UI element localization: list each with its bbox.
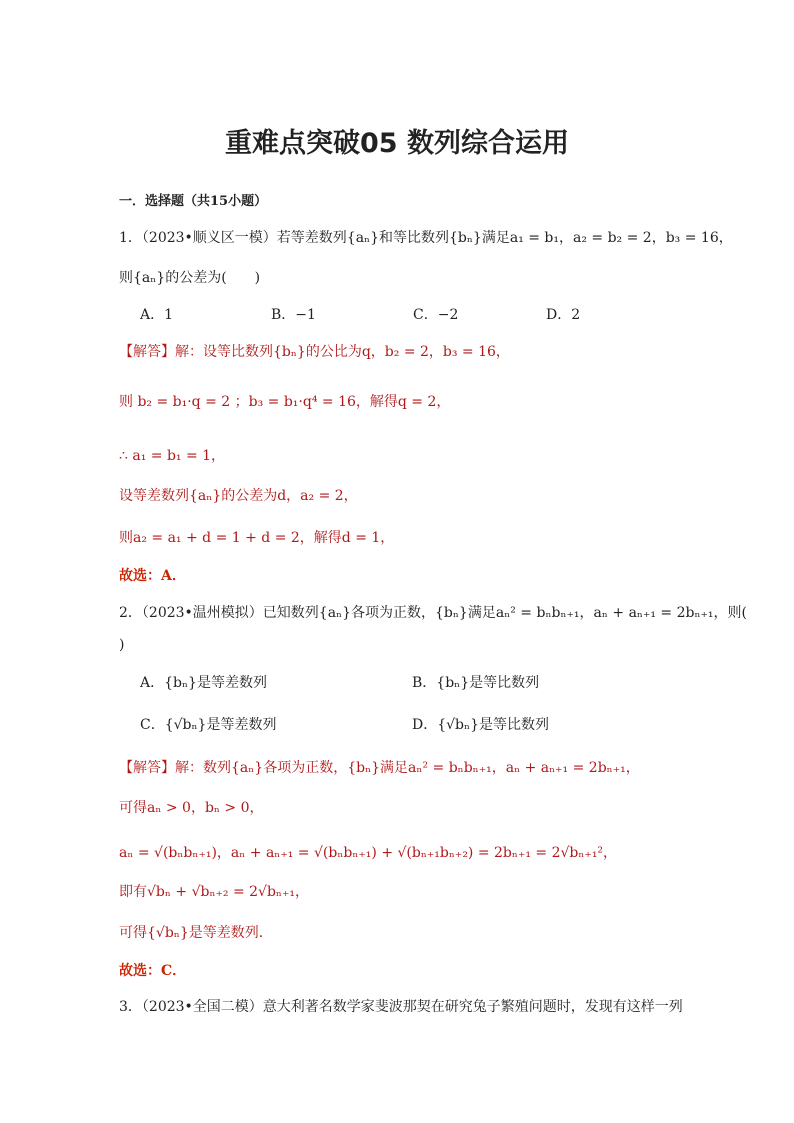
q1-solution-1: 【解答】解：设等比数列{bₙ}的公比为q，b₂ = 2，b₃ = 16， <box>119 344 510 360</box>
q2-option-d: D．{√bₙ}是等比数列 <box>412 717 549 733</box>
q1-stem-cont: 则{aₙ}的公差为( ) <box>119 270 261 286</box>
q3-stem: 3．（2023•全国二模）意大利著名数学家斐波那契在研究兔子繁殖问题时，发现有这样一列 <box>119 999 683 1015</box>
q1-solution-3: ∴ a₁ = b₁ = 1， <box>119 448 226 464</box>
q2-solution-1: 【解答】解：数列{aₙ}各项为正数，{bₙ}满足aₙ² = bₙbₙ₊₁，aₙ + aₙ₊₁ = 2bₙ₊₁， <box>119 760 640 776</box>
q2-answer: 故选：C． <box>119 963 187 979</box>
q1-solution-4: 设等差数列{aₙ}的公差为d，a₂ = 2， <box>119 488 358 504</box>
q2-solution-4: 即有√bₙ + √bₙ₊₂ = 2√bₙ₊₁， <box>119 884 309 900</box>
q2-solution-3: aₙ = √(bₙbₙ₊₁)，aₙ + aₙ₊₁ = √(bₙbₙ₊₁) + √(bₙ₊₁bₙ₊₂) = 2bₙ₊₁ = 2√bₙ₊₁²， <box>119 845 618 861</box>
section-heading: 一．选择题（共15小题） <box>119 194 268 209</box>
page-title: 重难点突破05 数列综合运用 <box>225 128 569 159</box>
q2-stem-cont: ) <box>119 637 125 653</box>
q1-solution-2: 则 b₂ = b₁·q = 2 ；b₃ = b₁·q⁴ = 16，解得q = 2， <box>119 394 451 410</box>
q2-stem: 2．（2023•温州模拟）已知数列{aₙ}各项为正数，{bₙ}满足aₙ² = bₙbₙ₊₁，aₙ + aₙ₊₁ = 2bₙ₊₁，则( <box>119 605 747 621</box>
q2-solution-5: 可得{√bₙ}是等差数列． <box>119 925 273 941</box>
q2-solution-2: 可得aₙ > 0，bₙ > 0， <box>119 800 264 816</box>
q1-solution-5: 则a₂ = a₁ + d = 1 + d = 2，解得d = 1， <box>119 530 395 546</box>
q1-stem: 1．（2023•顺义区一模）若等差数列{aₙ}和等比数列{bₙ}满足a₁ = b₁，a₂ = b₂ = 2，b₃ = 16， <box>119 230 733 246</box>
q1-option-c: C．−2 <box>413 307 459 323</box>
q1-option-d: D．2 <box>546 307 581 323</box>
q2-option-a: A．{bₙ}是等差数列 <box>140 675 267 691</box>
q1-answer: 故选：A． <box>119 568 186 584</box>
q2-option-b: B．{bₙ}是等比数列 <box>412 675 540 691</box>
q2-option-c: C．{√bₙ}是等差数列 <box>140 717 277 733</box>
q1-option-a: A．1 <box>140 307 174 323</box>
q1-option-b: B．−1 <box>271 307 316 323</box>
